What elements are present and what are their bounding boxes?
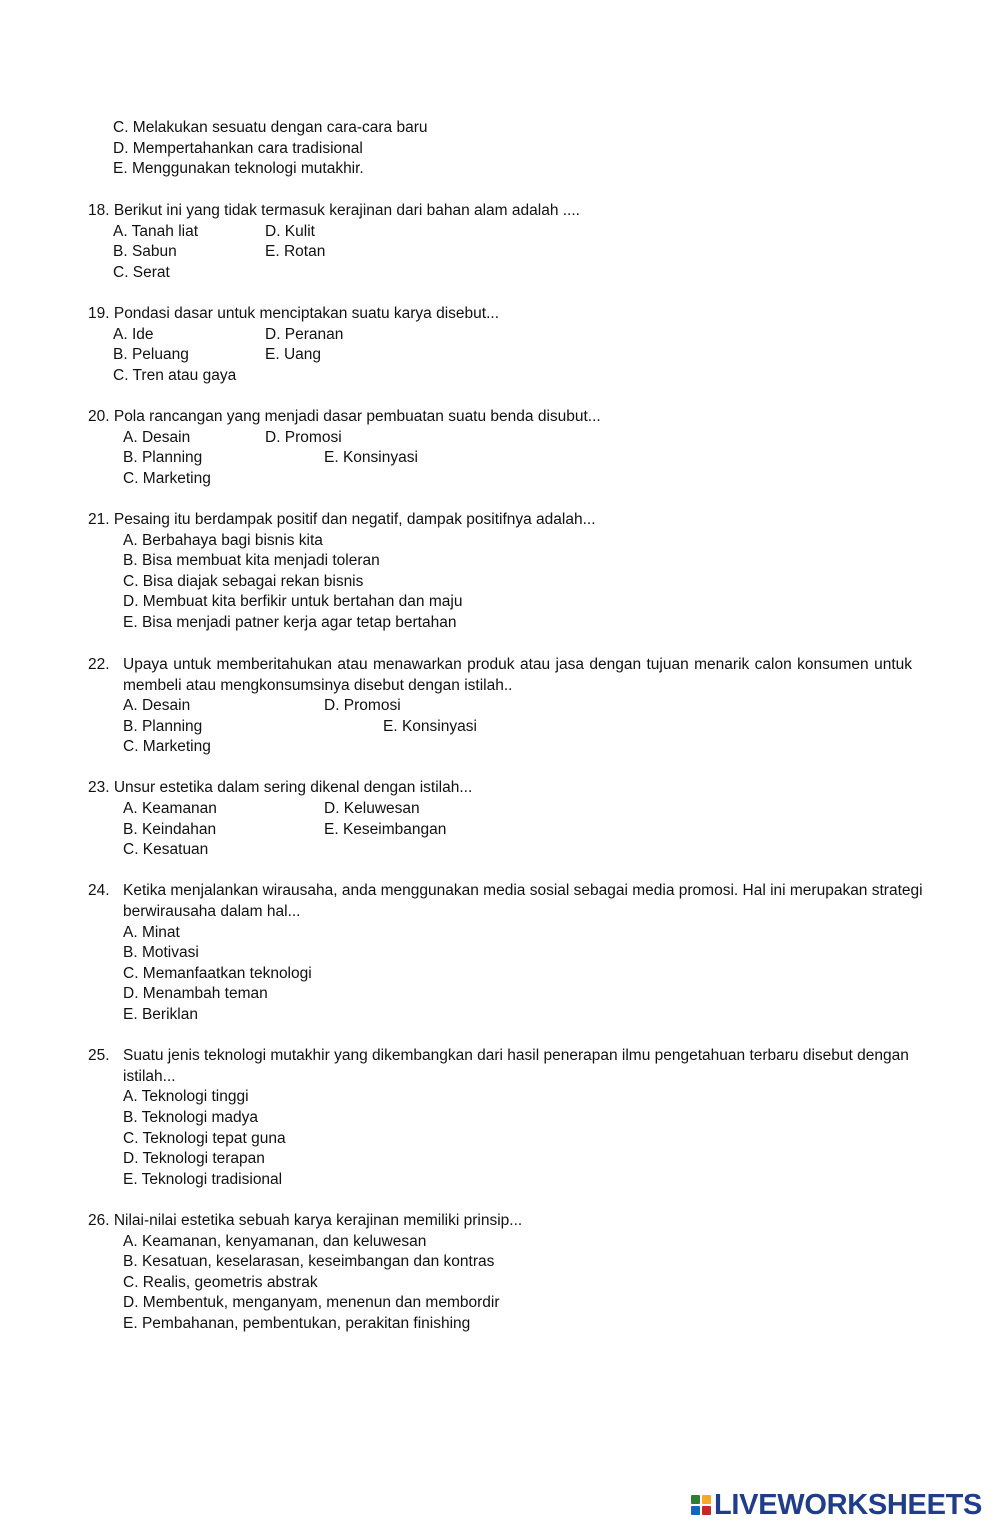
q24-question-line1: Ketika menjalankan wirausaha, anda menggunakan media sosial sebagai media promosi. Hal ini merupakan strategi <box>123 882 923 899</box>
q23-option-e: E. Keseimbangan <box>324 821 447 838</box>
logo-square-blue <box>691 1506 700 1515</box>
q19-option-b: B. Peluang <box>113 346 189 363</box>
q22-option-b: B. Planning <box>123 718 203 735</box>
q23-option-a: A. Keamanan <box>123 800 217 817</box>
q22-option-e: E. Konsinyasi <box>383 718 477 735</box>
q21-option-b: B. Bisa membuat kita menjadi toleran <box>123 552 380 569</box>
q21-question: 21. Pesaing itu berdampak positif dan negatif, dampak positifnya adalah... <box>88 511 596 528</box>
q25-question-line2: istilah... <box>123 1068 176 1085</box>
q17-option-e: E. Menggunakan teknologi mutakhir. <box>113 160 364 177</box>
liveworksheets-logo-icon <box>691 1495 711 1515</box>
q21-option-c: C. Bisa diajak sebagai rekan bisnis <box>123 573 364 590</box>
q18-option-e: E. Rotan <box>265 243 326 260</box>
q25-option-b: B. Teknologi madya <box>123 1109 258 1126</box>
q23-question: 23. Unsur estetika dalam sering dikenal dengan istilah... <box>88 779 473 796</box>
q24-option-b: B. Motivasi <box>123 944 199 961</box>
q20-question: 20. Pola rancangan yang menjadi dasar pembuatan suatu benda disubut... <box>88 408 601 425</box>
q21-option-d: D. Membuat kita berfikir untuk bertahan dan maju <box>123 593 463 610</box>
q24-option-e: E. Beriklan <box>123 1006 198 1023</box>
q22-option-c: C. Marketing <box>123 738 211 755</box>
q26-option-c: C. Realis, geometris abstrak <box>123 1274 318 1291</box>
q18-option-b: B. Sabun <box>113 243 177 260</box>
q23-option-b: B. Keindahan <box>123 821 217 838</box>
q17-option-c: C. Melakukan sesuatu dengan cara-cara baru <box>113 119 428 136</box>
q24-option-d: D. Menambah teman <box>123 985 268 1002</box>
liveworksheets-logo-text: LIVEWORKSHEETS <box>714 1488 983 1521</box>
q18-option-a: A. Tanah liat <box>113 223 199 240</box>
q21-option-e: E. Bisa menjadi patner kerja agar tetap bertahan <box>123 614 457 631</box>
q22-question-line1: Upaya untuk memberitahukan atau menawarkan produk atau jasa dengan tujuan menarik calon konsumen untuk <box>123 656 912 673</box>
q20-option-e: E. Konsinyasi <box>324 449 418 466</box>
q23-option-c: C. Kesatuan <box>123 841 209 858</box>
q24-number: 24. <box>88 882 110 899</box>
q19-option-d: D. Peranan <box>265 326 344 343</box>
q25-option-d: D. Teknologi terapan <box>123 1150 265 1167</box>
q18-question: 18. Berikut ini yang tidak termasuk kerajinan dari bahan alam adalah .... <box>88 202 580 219</box>
q21-option-a: A. Berbahaya bagi bisnis kita <box>123 532 323 549</box>
q25-option-c: C. Teknologi tepat guna <box>123 1130 286 1147</box>
logo-square-red <box>702 1506 711 1515</box>
q26-question: 26. Nilai-nilai estetika sebuah karya kerajinan memiliki prinsip... <box>88 1212 523 1229</box>
q26-option-a: A. Keamanan, kenyamanan, dan keluwesan <box>123 1233 427 1250</box>
q24-option-a: A. Minat <box>123 924 180 941</box>
q22-number: 22. <box>88 656 110 673</box>
q24-question-line2: berwirausaha dalam hal... <box>123 903 301 920</box>
q18-option-d: D. Kulit <box>265 223 315 240</box>
liveworksheets-watermark <box>691 1488 982 1522</box>
q23-option-d: D. Keluwesan <box>324 800 420 817</box>
q20-option-a: A. Desain <box>123 429 191 446</box>
q22-option-a: A. Desain <box>123 697 191 714</box>
q17-option-d: D. Mempertahankan cara tradisional <box>113 140 363 157</box>
q22-option-d: D. Promosi <box>324 697 401 714</box>
logo-square-yellow <box>702 1495 711 1504</box>
logo-square-green <box>691 1495 700 1504</box>
q20-option-c: C. Marketing <box>123 470 211 487</box>
q26-option-e: E. Pembahanan, pembentukan, perakitan finishing <box>123 1315 471 1332</box>
q25-option-a: A. Teknologi tinggi <box>123 1088 249 1105</box>
q20-option-d: D. Promosi <box>265 429 342 446</box>
q19-option-e: E. Uang <box>265 346 322 363</box>
q24-option-c: C. Memanfaatkan teknologi <box>123 965 312 982</box>
q26-option-d: D. Membentuk, menganyam, menenun dan membordir <box>123 1294 500 1311</box>
q19-question: 19. Pondasi dasar untuk menciptakan suatu karya disebut... <box>88 305 499 322</box>
q19-option-a: A. Ide <box>113 326 154 343</box>
q25-number: 25. <box>88 1047 110 1064</box>
q25-question-line1: Suatu jenis teknologi mutakhir yang dikembangkan dari hasil penerapan ilmu pengetahuan terbaru disebut dengan <box>123 1047 909 1064</box>
q26-option-b: B. Kesatuan, keselarasan, keseimbangan dan kontras <box>123 1253 495 1270</box>
q22-question-line2: membeli atau mengkonsumsinya disebut dengan istilah.. <box>123 677 513 694</box>
q25-option-e: E. Teknologi tradisional <box>123 1171 283 1188</box>
q18-option-c: C. Serat <box>113 264 170 281</box>
q19-option-c: C. Tren atau gaya <box>113 367 237 384</box>
q20-option-b: B. Planning <box>123 449 203 466</box>
